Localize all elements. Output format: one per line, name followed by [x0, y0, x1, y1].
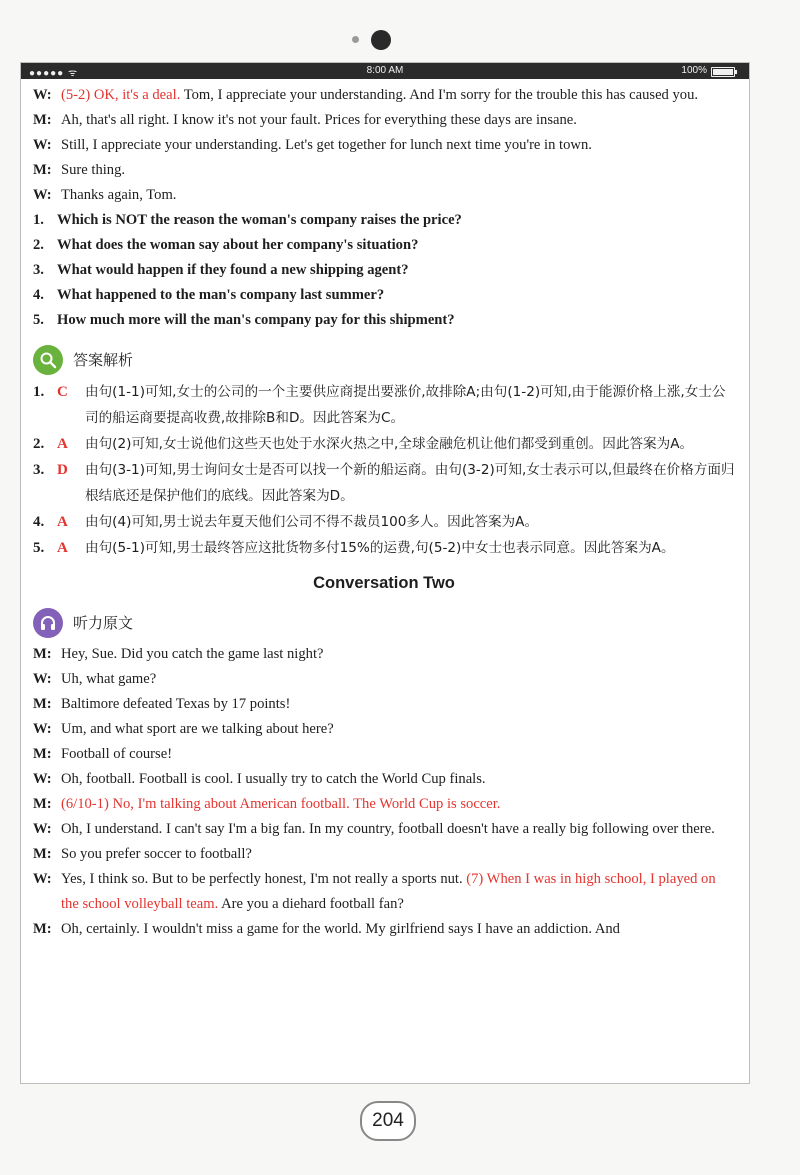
- analysis-number: 2.: [33, 436, 45, 452]
- question-item: [33, 208, 735, 233]
- analysis-title: 答案解析: [73, 350, 134, 369]
- speaker-label: M:: [33, 921, 52, 937]
- speaker-label: W:: [33, 187, 52, 203]
- question-number: 5.: [33, 312, 44, 328]
- signal-icon: ●●●●● ᯤ: [29, 68, 79, 79]
- dialogue-text: Yes, I think so. But to be perfectly honest, I'm not really a sports nut.: [61, 871, 467, 887]
- dialogue-line: [33, 642, 735, 667]
- analysis-item: [33, 509, 735, 535]
- camera-lens: [371, 30, 391, 50]
- answer-letter: A: [57, 436, 68, 452]
- dialogue-text: Oh, I understand. I can't say I'm a big fan. In my country, football doesn't have a really big following over there.: [61, 821, 715, 837]
- question-list: [33, 208, 735, 333]
- dialogue-text: Oh, certainly. I wouldn't miss a game for the world. My girlfriend says I have an addiction. And: [61, 921, 620, 937]
- analysis-number: 3.: [33, 462, 45, 478]
- answer-letter: A: [57, 514, 68, 530]
- analysis-list: [33, 379, 735, 561]
- speaker-label: M:: [33, 796, 52, 812]
- analysis-item: [33, 431, 735, 457]
- dialogue-text: Ah, that's all right. I know it's not your fault. Prices for everything these days are insane.: [61, 112, 577, 128]
- speaker-label: W:: [33, 871, 52, 887]
- answer-letter: D: [57, 462, 68, 478]
- dialogue-line: [33, 183, 735, 208]
- analysis-item: [33, 535, 735, 561]
- question-text: What does the woman say about her company's situation?: [57, 237, 419, 253]
- dialogue-text: Baltimore defeated Texas by 17 points!: [61, 696, 291, 712]
- analysis-number: 1.: [33, 384, 45, 400]
- question-number: 1.: [33, 212, 44, 228]
- status-bar: [21, 63, 749, 79]
- highlighted-text: (5-2) OK, it's a deal.: [61, 87, 181, 103]
- question-item: [33, 258, 735, 283]
- question-item: [33, 283, 735, 308]
- dialogue-line: [33, 108, 735, 133]
- question-item: [33, 308, 735, 333]
- dialogue-line: [33, 867, 735, 917]
- highlighted-text: (6/10-1) No, I'm talking about American football. The World Cup is soccer.: [61, 796, 501, 812]
- question-number: 3.: [33, 262, 44, 278]
- dialogue-line: [33, 917, 735, 942]
- speaker-label: M:: [33, 112, 52, 128]
- question-text: What happened to the man's company last summer?: [57, 287, 385, 303]
- speaker-label: M:: [33, 696, 52, 712]
- speaker-label: W:: [33, 771, 52, 787]
- dialogue-one: [33, 83, 735, 208]
- analysis-item: [33, 379, 735, 431]
- dialogue-two: [33, 642, 735, 942]
- dialogue-line: [33, 667, 735, 692]
- analysis-text: 由句(5-1)可知,男士最终答应这批货物多付15%的运费,句(5-2)中女士也表示同意。因此答案为A。: [85, 540, 675, 556]
- battery-percentage: 100%: [681, 65, 707, 76]
- page-number: 204: [360, 1101, 416, 1141]
- dialogue-line: [33, 158, 735, 183]
- dialogue-line: [33, 692, 735, 717]
- dialogue-text: Still, I appreciate your understanding. Let's get together for lunch next time you're in town.: [61, 137, 592, 153]
- analysis-text: 由句(1-1)可知,女士的公司的一个主要供应商提出要涨价,故排除A;由句(1-2)可知,由于能源价格上涨,女士公司的船运商要提高收费,故排除B和D。因此答案为C。: [85, 384, 726, 426]
- dialogue-text: Hey, Sue. Did you catch the game last night?: [61, 646, 324, 662]
- dialogue-text: Football of course!: [61, 746, 173, 762]
- dialogue-text: Are you a diehard football fan?: [218, 896, 404, 912]
- question-number: 4.: [33, 287, 44, 303]
- dialogue-text: Thanks again, Tom.: [61, 187, 177, 203]
- headphones-icon: [33, 608, 63, 638]
- analysis-number: 4.: [33, 514, 45, 530]
- camera-sensor-dot: [352, 36, 359, 43]
- conversation-two-title: Conversation Two: [313, 574, 455, 592]
- question-text: What would happen if they found a new shipping agent?: [57, 262, 409, 278]
- question-number: 2.: [33, 237, 44, 253]
- speaker-label: W:: [33, 671, 52, 687]
- speaker-label: M:: [33, 162, 52, 178]
- tablet-screen: [20, 62, 750, 1084]
- battery-icon: [711, 67, 735, 77]
- dialogue-line: [33, 717, 735, 742]
- dialogue-text: Oh, football. Football is cool. I usually try to catch the World Cup finals.: [61, 771, 486, 787]
- transcript-title: 听力原文: [73, 613, 134, 632]
- dialogue-line: [33, 817, 735, 842]
- question-text: Which is NOT the reason the woman's company raises the price?: [57, 212, 462, 228]
- dialogue-text: Sure thing.: [61, 162, 126, 178]
- analysis-text: 由句(2)可知,女士说他们这些天也处于水深火热之中,全球金融危机让他们都受到重创。因此答案为A。: [85, 436, 694, 452]
- answer-letter: A: [57, 540, 68, 556]
- question-text: How much more will the man's company pay for this shipment?: [57, 312, 455, 328]
- dialogue-line: [33, 767, 735, 792]
- dialogue-line: [33, 742, 735, 767]
- dialogue-text: Tom, I appreciate your understanding. And I'm sorry for the trouble this has caused you.: [180, 87, 699, 103]
- dialogue-text: So you prefer soccer to football?: [61, 846, 252, 862]
- analysis-item: [33, 457, 735, 509]
- speaker-label: M:: [33, 846, 52, 862]
- speaker-label: M:: [33, 746, 52, 762]
- status-time: 8:00 AM: [366, 65, 404, 76]
- dialogue-text: Uh, what game?: [61, 671, 157, 687]
- dialogue-text: Um, and what sport are we talking about here?: [61, 721, 334, 737]
- dialogue-line: [33, 842, 735, 867]
- dialogue-line: [33, 83, 735, 108]
- analysis-header: [33, 341, 735, 379]
- speaker-label: W:: [33, 137, 52, 153]
- page-content: [21, 79, 749, 942]
- dialogue-line: [33, 133, 735, 158]
- magnifier-icon: [33, 345, 63, 375]
- highlighted-text: (7) When I was in high school, I played on the school volleyball team.: [61, 871, 716, 912]
- speaker-label: W:: [33, 87, 52, 103]
- question-item: [33, 233, 735, 258]
- speaker-label: W:: [33, 721, 52, 737]
- answer-letter: C: [57, 384, 68, 400]
- device-camera: [346, 30, 406, 50]
- analysis-text: 由句(3-1)可知,男士询问女士是否可以找一个新的船运商。由句(3-2)可知,女士表示可以,但最终在价格方面归根结底还是保护他们的底线。因此答案为D。: [85, 462, 735, 504]
- speaker-label: W:: [33, 821, 52, 837]
- transcript-header: [33, 604, 735, 642]
- speaker-label: M:: [33, 646, 52, 662]
- analysis-text: 由句(4)可知,男士说去年夏天他们公司不得不裁员100多人。因此答案为A。: [85, 514, 539, 530]
- dialogue-line: [33, 792, 735, 817]
- analysis-number: 5.: [33, 540, 45, 556]
